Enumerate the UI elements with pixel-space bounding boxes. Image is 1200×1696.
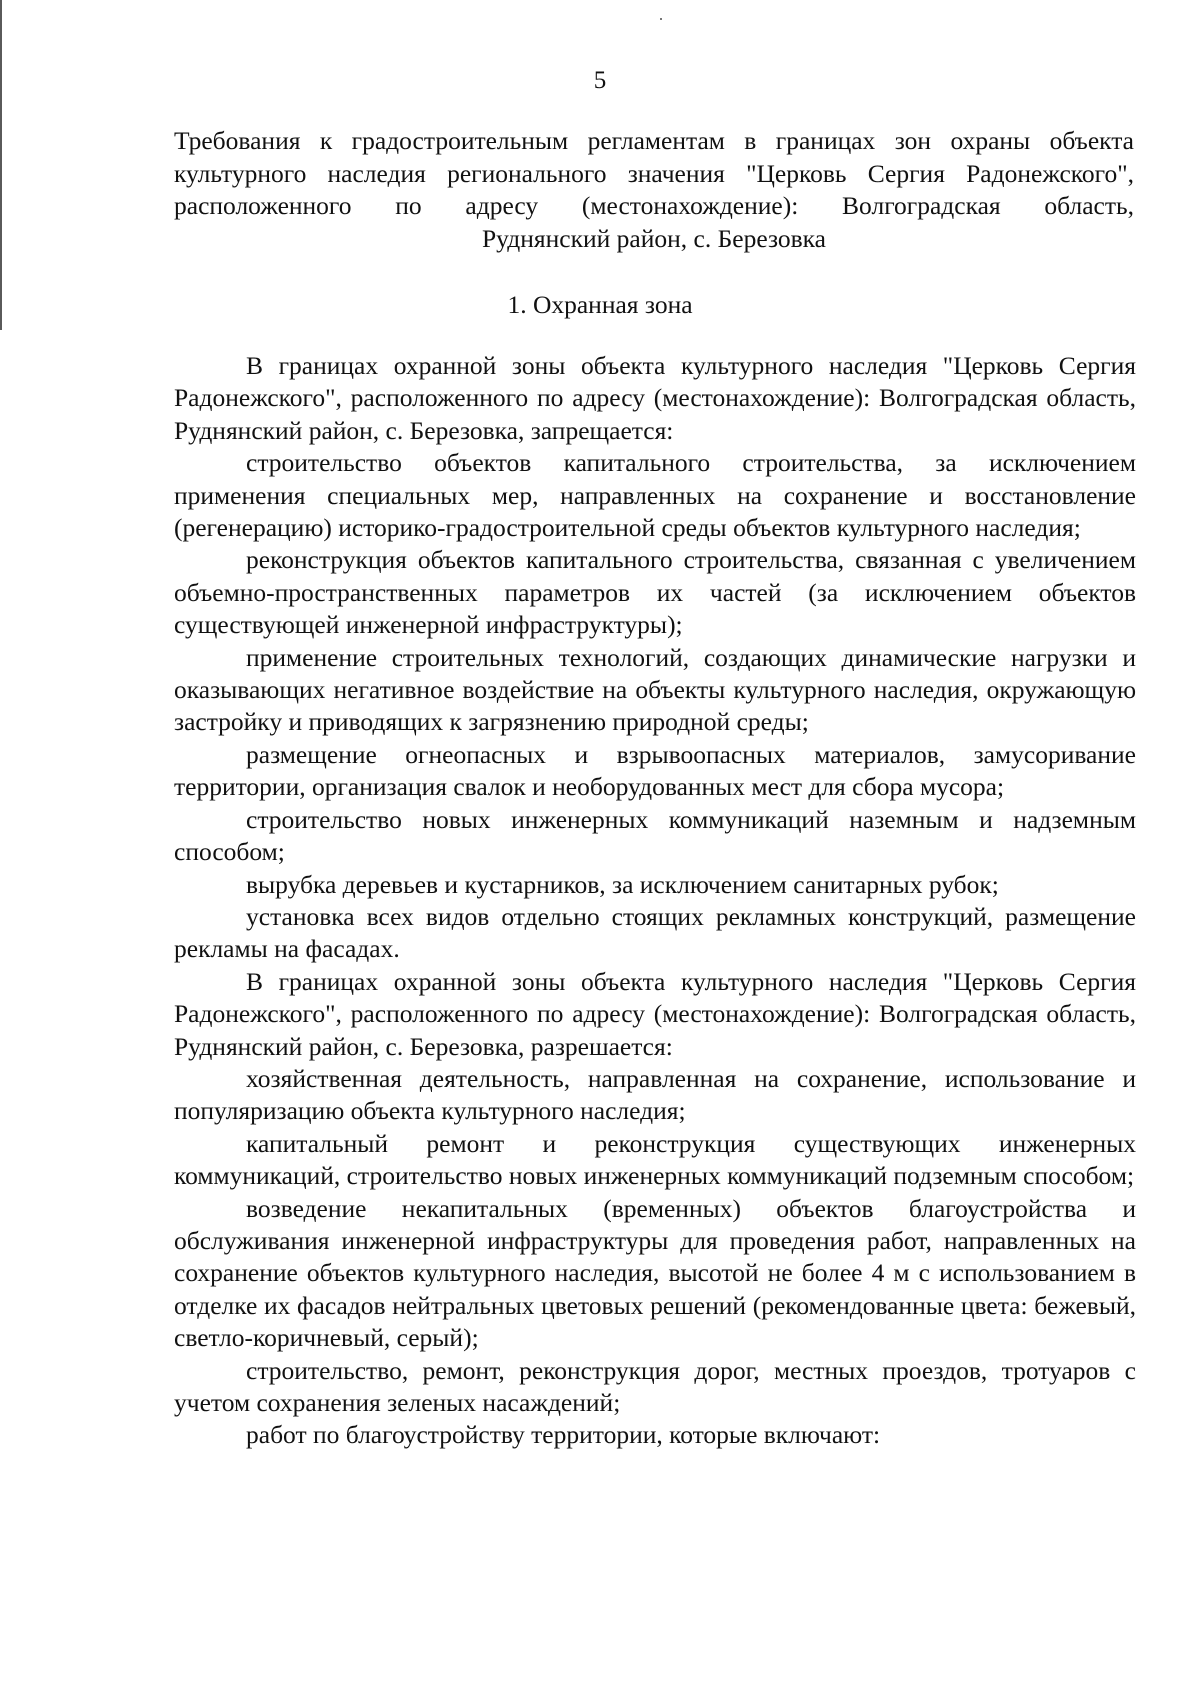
paragraph-item: строительство объектов капитального строительства, за исключением применения специальных мер, направленных на сохранение и восстановление (регенерацию) историко-градостроительной среды объектов культурного наследия; <box>174 448 1136 543</box>
page-number: 5 <box>593 67 607 94</box>
document-body <box>174 350 1136 1452</box>
scan-edge-mark <box>0 0 2 330</box>
scan-dust-mark <box>660 18 662 20</box>
paragraph-item: строительство, ремонт, реконструкция дорог, местных проездов, тротуаров с учетом сохранения зеленых насаждений; <box>174 1355 1136 1417</box>
paragraph-item: реконструкция объектов капитального строительства, связанная с увеличением объемно-пространственных параметров их частей (за исключением объектов существующей инженерной инфраструктуры); <box>174 545 1136 640</box>
paragraph-item: применение строительных технологий, создающих динамические нагрузки и оказывающих негативное воздействие на объекты культурного наследия, окружающую застройку и приводящих к загрязнению природной среды; <box>174 642 1136 737</box>
document-title <box>174 125 1134 255</box>
paragraph-item: размещение огнеопасных и взрывоопасных материалов, замусоривание территории, организация свалок и необорудованных мест для сбора мусора; <box>174 739 1136 802</box>
paragraph-permitted-intro: В границах охранной зоны объекта культурного наследия "Церковь Сергия Радонежского", расположенного по адресу (местонахождение): Волгоградская область, Руднянский район, с. Березовка, разрешается: <box>174 966 1136 1061</box>
paragraph-item: работ по благоустройству территории, которые включают: <box>246 1420 881 1450</box>
section-heading: 1. Охранная зона <box>507 290 693 319</box>
paragraph-prohibited-intro: В границах охранной зоны объекта культурного наследия "Церковь Сергия Радонежского", расположенного по адресу (местонахождение): Волгоградская область, Руднянский район, с. Березовка, запрещается: <box>174 351 1136 445</box>
title-line: Требования к градостроительным регламентам в границах зон охраны объекта <box>174 126 1134 155</box>
paragraph-item: капитальный ремонт и реконструкция существующих инженерных коммуникаций, строительство новых инженерных коммуникаций подземным способом; <box>174 1128 1136 1191</box>
title-line: культурного наследия регионального значения "Церковь Сергия Радонежского", <box>174 158 1134 188</box>
paragraph-item: хозяйственная деятельность, направленная на сохранение, использование и популяризацию объекта культурного наследия; <box>174 1063 1136 1126</box>
paragraph-item: возведение некапитальных (временных) объектов благоустройства и обслуживания инженерной инфраструктуры для проведения работ, направленных на сохранение объектов культурного наследия, высотой не более 4 м с использованием в отделке их фасадов нейтральных цветовых решений (рекомендованные цвета: бежевый, светло-коричневый, серый); <box>174 1193 1136 1353</box>
paragraph-item: установка всех видов отдельно стоящих рекламных конструкций, размещение рекламы на фасадах. <box>174 901 1136 964</box>
paragraph-item: вырубка деревьев и кустарников, за исключением санитарных рубок; <box>246 869 999 899</box>
title-line: расположенного по адресу (местонахождение): Волгоградская область, <box>174 191 1134 220</box>
paragraph-item: строительство новых инженерных коммуникаций наземным и надземным способом; <box>174 804 1136 867</box>
title-line: Руднянский район, с. Березовка <box>481 223 826 253</box>
